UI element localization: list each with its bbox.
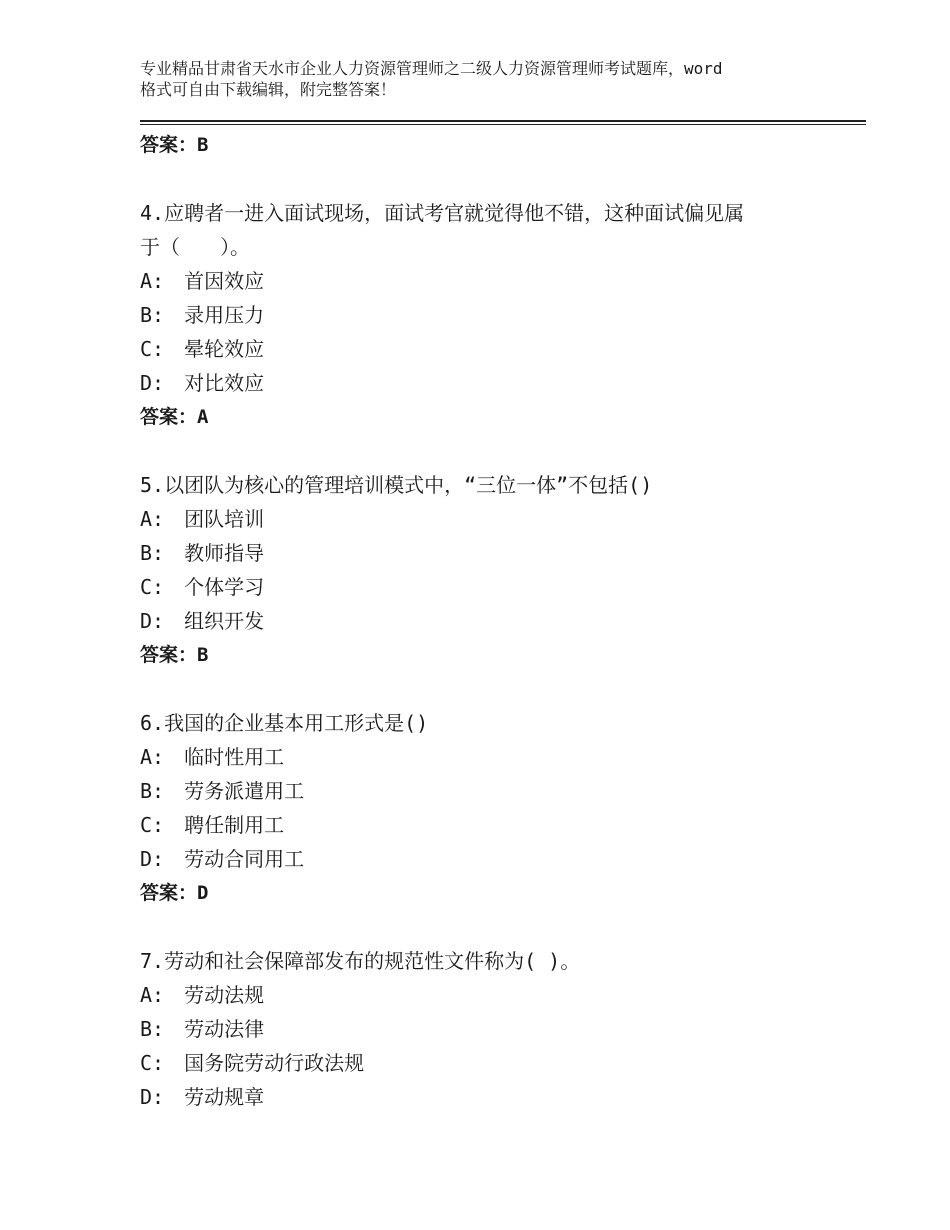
spacer (140, 434, 860, 468)
answer-value: D (197, 882, 209, 904)
spacer (140, 162, 860, 196)
option-b: B: 录用压力 (140, 303, 265, 327)
header-divider (140, 120, 866, 126)
question-stem: 4.应聘者一进入面试现场，面试考官就觉得他不错，这种面试偏见属 (140, 201, 745, 225)
question-4 (140, 196, 860, 434)
option-a: A: 首因效应 (140, 269, 265, 293)
answer-label: 答案： (140, 882, 198, 904)
answer-value: B (197, 644, 209, 666)
question-stem: 7.劳动和社会保障部发布的规范性文件称为( )。 (140, 949, 581, 973)
answer-label: 答案： (140, 134, 198, 156)
answer-line (140, 638, 860, 672)
header-line-1: 专业精品甘肃省天水市企业人力资源管理师之二级人力资源管理师考试题库，word (140, 59, 723, 78)
option-c: C: 聘任制用工 (140, 813, 285, 837)
option-b: B: 劳动法律 (140, 1017, 265, 1041)
answer-label: 答案： (140, 406, 198, 428)
answer-value: A (197, 406, 209, 428)
option-b: B: 教师指导 (140, 541, 265, 565)
question-stem: 5.以团队为核心的管理培训模式中，“三位一体”不包括() (140, 473, 653, 497)
question-5 (140, 468, 860, 672)
question-stem: 6.我国的企业基本用工形式是() (140, 711, 429, 735)
answer-line (140, 400, 860, 434)
header-divider-thick (140, 120, 866, 122)
document-header (140, 58, 840, 100)
header-divider-thin (140, 124, 866, 125)
question-7 (140, 944, 860, 1114)
option-c: C: 国务院劳动行政法规 (140, 1051, 365, 1075)
option-d: D: 对比效应 (140, 371, 265, 395)
option-d: D: 组织开发 (140, 609, 265, 633)
option-b: B: 劳务派遣用工 (140, 779, 305, 803)
answer-line (140, 876, 860, 910)
option-d: D: 劳动规章 (140, 1085, 265, 1109)
option-c: C: 晕轮效应 (140, 337, 265, 361)
question-stem-continued: 于（ ）。 (140, 235, 250, 259)
option-a: A: 临时性用工 (140, 745, 285, 769)
option-a: A: 团队培训 (140, 507, 265, 531)
document-body (140, 128, 860, 1114)
option-c: C: 个体学习 (140, 575, 265, 599)
option-a: A: 劳动法规 (140, 983, 265, 1007)
question-6 (140, 706, 860, 910)
spacer (140, 672, 860, 706)
option-d: D: 劳动合同用工 (140, 847, 305, 871)
header-line-2: 格式可自由下载编辑，附完整答案！ (140, 80, 397, 99)
spacer (140, 910, 860, 944)
answer-previous (140, 128, 860, 162)
answer-value: B (197, 134, 209, 156)
answer-label: 答案： (140, 644, 198, 666)
